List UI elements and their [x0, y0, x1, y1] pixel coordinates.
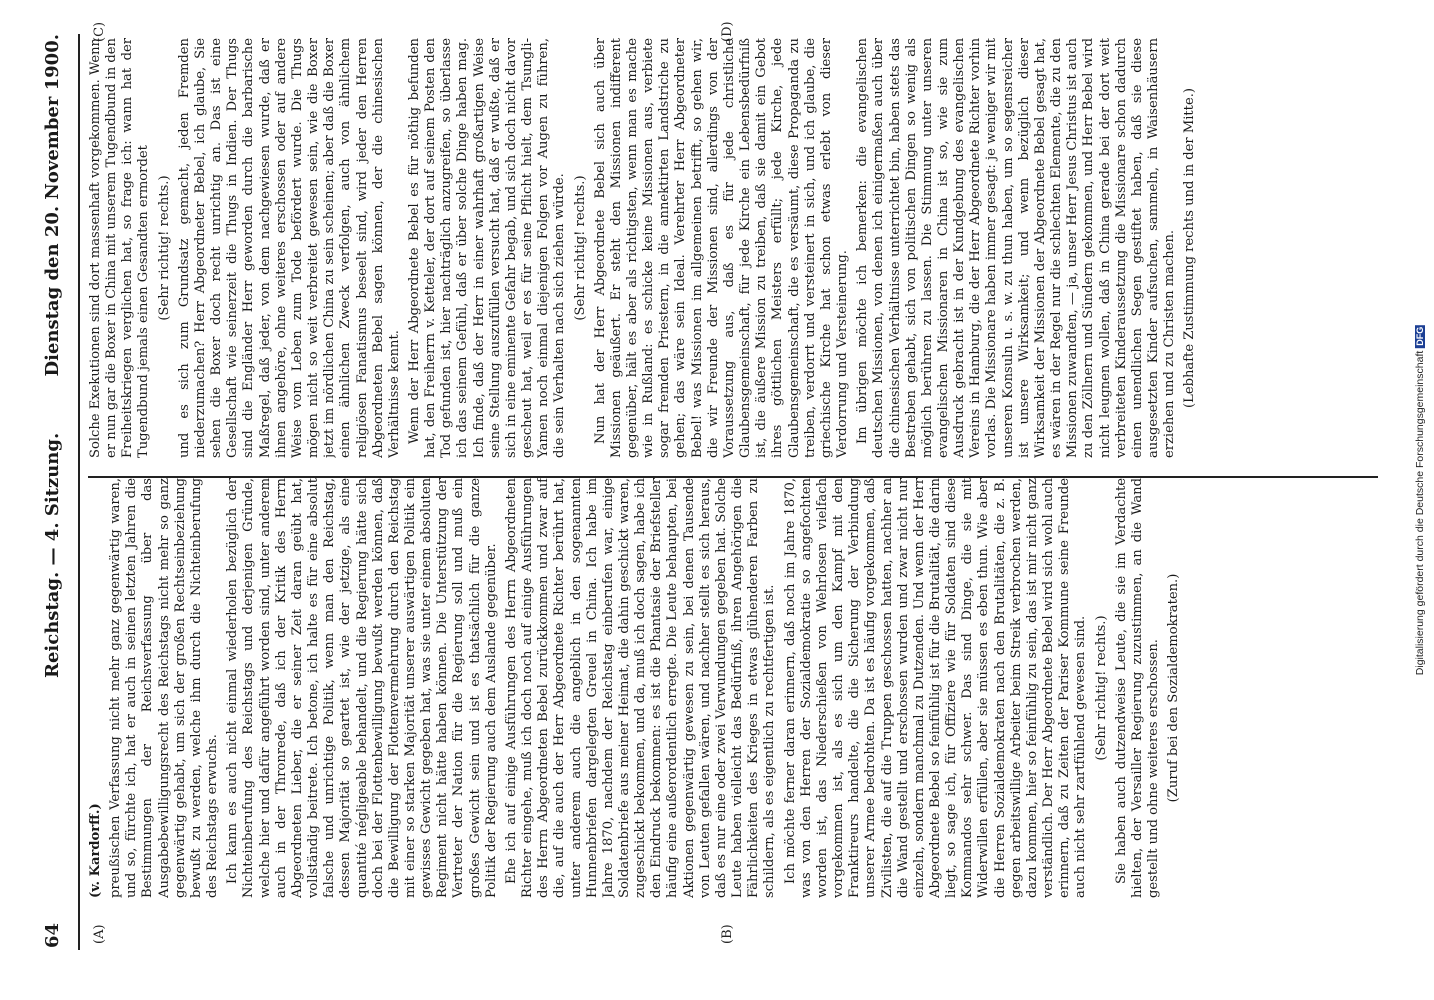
margin-marker-a: (A): [92, 924, 107, 944]
credit-text: Digitalisierung gefördert durch die Deutsche Forschungsgemeinschaft: [1414, 350, 1426, 676]
margin-marker-c: (C): [92, 21, 107, 42]
paragraph: preußischen Verfassung nicht mehr ganz gegenwärtig waren, und so, fürchte ich, hat er auch in seinen letzten Jahren die Bestimmungen der Reichsverfassung über das Ausgabebewilligungsrecht des Reichstags nicht mehr so ganz gegenwärtig gehabt, um sich der großen Rechtseinbeziehung bewußt zu werden, welche ihm durch die Nichteinberufung des Reichstags erwuchs.: [108, 478, 221, 898]
interjection: (Lebhafte Zustimmung rechts und in der Mitte.): [1182, 88, 1198, 408]
paragraph: und es sich zum Grundsatz gemacht, jeden Fremden niederzumachen? Herr Abgeordneter Bebel, ich glaube, Sie sehen die Boxer doch recht unrichtig an. Das ist eine Gesellschaft wie seinerzeit die Thugs in Indien. Der Thugs sind die Engländer Herr geworden durch die barbarische Maßregel, daß jeder, von dem nachgewiesen wurde, daß er ihnen angehöre, ohne weiteres erschossen oder auf andere Weise vom Leben zum Tode befördert wurde. Die Thugs mögen nicht so weit verbreitet gewesen sein, wie die Boxer jetzt im nördlichen China zu sein scheinen; aber daß die Boxer einen ähnlichen Zweck verfolgen, auch von ähnlichem religiösen Fanatismus beseelt sind, wird jeder den Herren Abgeordneten Bebel sagen können, der die chinesischen Verhältnisse kennt.: [176, 38, 402, 458]
header-rule: [78, 34, 80, 950]
dfg-logo: DFG: [1415, 326, 1425, 346]
paragraph: Ich kann es auch nicht einmal wiederholen bezüglich der Nichteinberufung des Reichstags und derjenigen Gründe, welche hier und dafür angeführt worden sind, unter anderem auch in der Thronrede, daß ich der Kritik des Herrn Abgeordneten Lieber, die er seiner Zeit daran geübt hat, vollständig beitrete. Ich betone, ich halte es für eine absolut falsche und unrichtige Politik, wenn man den Reichstag, dessen Majorität so geartet ist, wie der jetzige, als eine quantité négligeable behandelt, und die Regierung hätte sich doch bei der Flottenbewilligung bewußt werden können, daß die Bewilligung der Flottenvermehrung durch den Reichstag mit einer so starken Majorität unserer auswärtigen Politik ein gewisses Gewicht gegeben hat, was sie unter einem absoluten Regiment nicht hätte haben können. Die Unterstützung der Vertreter der Nation für die Regierung soll und muß ein großes Gewicht sein und ist es thatsächlich für die ganze Politik der Regierung auch dem Auslande gegenüber.: [225, 478, 499, 898]
paragraph: Nun hat der Herr Abgeordnete Bebel sich auch über Missionen geäußert. Er steht den Missionen indifferent gegenüber, hält es aber als richtigsten, wenn man es mache wie in Rußland: es schicke keine Missionen aus, verbiete sogar fremden Priestern, in die annektirten Landstriche zu gehen; das wäre sein Ideal. Verehrter Herr Abgeordneter Bebel! was Missionen im allgemeinen betrifft, so gehen wir, die wir Freunde der Missionen sind, allerdings von der Voraussetzung aus, daß es für jede christliche Glaubensgemeinschaft, für jede Kirche ein Lebensbedürfniß ist, die äußere Mission zu treiben, daß sie damit ein Gebot ihres göttlichen Meisters erfüllt; jede Kirche, jede Glaubensgemeinschaft, die es versäumt, diese Propaganda zu treiben, verdorrt und versteinert in sich, und ich glaube, die griechische Kirche hat schon etwas erlebt von dieser Verdorrung und Versteinerung.: [592, 38, 851, 458]
paragraph: Ehe ich auf einige Ausführungen des Herrn Abgeordneten Richter eingehe, muß ich doch noch auf einige Ausführungen des Herrn Abgeordneten Bebel zurückkommen und zwar auf die, auf die auch der Herr Abgeordnete Richter berührt hat, unter anderem auch die angeblich in den sogenannten Hunnenbriefen dargelegten Greuel in China. Ich habe im Jahre 1870, nachdem der Reichstag einberufen war, einige Soldatenbriefe aus meiner Heimat, die dahin geschickt waren, zugeschickt bekommen, und da, muß ich doch sagen, habe ich den Eindruck bekommen: es ist die Phantasie der Briefsteller häufig eine außerordentlich erregte. Die Leute behaupten, bei Aktionen gegenwärtig gewesen zu sein, bei denen Tausende von Leuten gefallen wären, und nachher stellt es sich heraus, daß es nur eine oder zwei Verwundungen gegeben hat. Solche Leute haben vielleicht das Bedürfniß, ihren Angehörigen die Fährlichkeiten des Krieges in etwas glühenderen Farben zu schildern, als es eigentlich zu rechtfertigen ist.: [503, 478, 778, 898]
paragraph: Solche Exekutionen sind dort massenhaft vorgekommen. Wenn er nun gar die Boxer in China mit unserem Tugendbund in den Freiheitskriegen verglichen hat, so frage ich: wann hat der Tugendbund jemals einen Gesandten ermordet: [88, 38, 152, 458]
page-header: [42, 34, 74, 948]
digitization-credit: [1409, 4, 1431, 996]
interjection: (Sehr richtig! rechts.): [1093, 615, 1109, 761]
paragraph: Wenn der Herr Abgeordnete Bebel es für nöthig befunden hat, den Freiherrn v. Ketteler, der dort auf seinem Posten den Tod gefunden ist, hier nachträglich anzugreifen, so überlasse ich das seinem Gefühl, daß er über solche Dinge haben mag. Ich finde, daß der Herr in einer wahrhaft großartigen Weise seine Stellung auszufüllen versucht hat, daß er wußte, daß er sich in eine eminente Gefahr begab, und sich doch nicht davor gescheut hat, weil er es für seine Pflicht hielt, dem Tsungli-Yamen noch einmal diejenigen Folgen vor Augen zu führen, die sein Verhalten nach sich ziehen würde.: [406, 38, 568, 458]
margin-marker-b: (B): [720, 924, 735, 944]
rotated-newspaper-page: [8, 6, 1400, 990]
page-number: 64: [42, 922, 63, 948]
paragraph: Im übrigen möchte ich bemerken: die evangelischen deutschen Missionen, von denen ich einigermaßen auch über die chinesischen Verhältnisse unterrichtet bin, haben stets das Bestreben gehabt, sich von politischen Dingen so wenig als möglich berühren zu lassen. Die Stimmung unter unseren evangelischen Missionaren in China ist so, wie sie zum Ausdruck gebracht ist in der Kundgebung des evangelischen Vereins in Hamburg, die der Herr Abgeordnete Richter vorhin vorlas. Die Missionare haben immer gesagt: je weniger wir mit unseren Konsuln u. s. w. zu thun haben, um so segensreicher ist unsere Wirksamkeit; und wenn bezüglich dieser Wirksamkeit der Missionen der Abgeordnete Bebel gesagt hat, es wären in der Regel nur die schlechten Elemente, die zu den Missionen zuwandten, — ja, unser Herr Jesus Christus ist auch zu den Zöllnern und Sündern gekommen, und Herr Bebel wird nicht leugnen wollen, daß in China gerade bei der dort weit verbreiteten Kinderaussetzung die Missionare schon dadurch einen unendlichen Segen gestiftet haben, daß sie diese ausgesetzten Kinder aufsuchen, sammeln, in Waisenhäusern erziehen und zu Christen machen.: [855, 38, 1178, 458]
interjection: (Zuruf bei den Sozialdemokraten.): [1166, 573, 1182, 803]
speaker-label: (v. Kardorff.): [88, 803, 103, 898]
left-column: [88, 478, 1378, 898]
margin-marker-d: (D): [720, 21, 735, 42]
session-title: Reichstag. — 4. Sitzung.: [42, 432, 63, 678]
session-date: Dienstag den 20. November 1900.: [42, 34, 63, 377]
column-divider: [88, 477, 1378, 479]
interjection: (Sehr richtig! rechts.): [156, 175, 172, 321]
right-column: [88, 38, 1378, 458]
paragraph: Ich möchte ferner daran erinnern, daß noch im Jahre 1870, was von den Herren der Sozialdemokratie so angefochten worden ist, das Niederschießen von Wehrlosen vielfach vorgekommen ist, als es sich um den Kampf mit den Franktireurs handelte, die die Sicherung der Verbindung unserer Armee bedrohten. Da ist es häufig vorgekommen, daß Zivilisten, die auf die Truppen geschossen hatten, nachher an die Wand gestellt und erschossen wurden und zwar nicht nur einzeln, sondern manchmal zu Dutzenden. Und wenn der Herr Abgeordnete Bebel so feinfühlig ist für die Brutalität, die darin liegt, so sage ich, für Offiziere wie für Soldaten sind diese Kommandos sehr schwer. Das sind Dinge, die sie mit Widerwillen erfüllen, aber sie müssen es eben thun. Wie aber die Herren Sozialdemokraten nach den Brutalitäten, die z. B. gegen arbeitswillige Arbeiter beim Streik verbrochen werden, dazu kommen, hier so feinfühlig zu sein, das ist mir nicht ganz verständlich. Der Herr Abgeordnete Bebel wird sich wohl auch erinnern, daß zu Zeiten der Pariser Kommune seine Freunde auch nicht sehr zartfühlend gewesen sind.: [782, 478, 1089, 898]
paragraph: Sie haben auch dutzendweise Leute, die sie im Verdachte hielten, der Versailler Regierung zuzustimmen, an die Wand gestellt und ohne weiteres erschossen.: [1113, 478, 1161, 898]
interjection: (Sehr richtig! rechts.): [572, 175, 588, 321]
